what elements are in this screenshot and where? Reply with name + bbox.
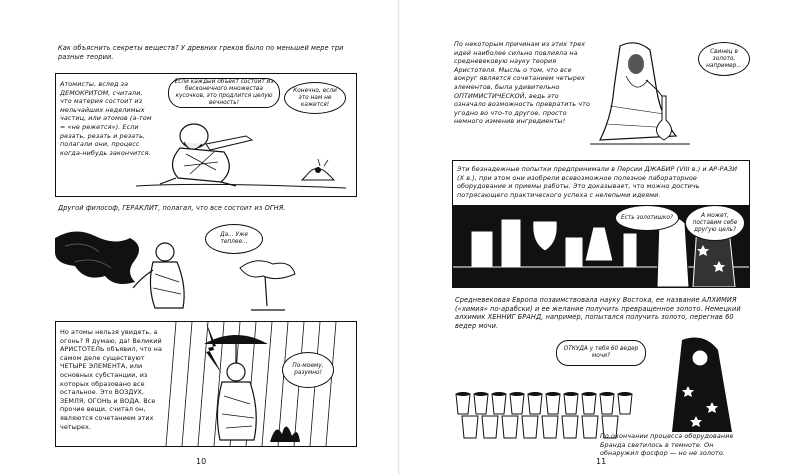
aristotle-caption: Но атомы нельзя увидеть, а огонь? Я думаю, да! Великий АРИСТОТЕЛЬ объявил, что на самом деле существуют ЧЕТЫРЕ ЭЛЕМЕНТА, или основных субстанции, из которых образовано все остальное. Это ВОЗДУХ, ЗЕМЛЯ, ОГОНЬ и ВОДА. Все прочие вещи, считал он, являются сочетанием этих четырех. — [60, 328, 162, 431]
heraclitus-text: Другой философ, ГЕРАКЛИТ, полагал, что все состоит из ОГНЯ. — [58, 204, 286, 212]
left-intro-text: Как объяснить секреты веществ? У древних греков было по меньшей мере три разные теории. — [58, 44, 344, 61]
brand-panel — [452, 336, 748, 458]
heraclitus-panel — [55, 216, 355, 314]
jabir-bubble-1: Есть золотишко? — [615, 205, 679, 231]
aristotle-panel — [55, 321, 357, 447]
brand-bubble: ОТКУДА у тебя 60 ведер мочи? — [556, 340, 646, 366]
alchemy-text: Средневековая Европа позаимствовала науку Востока, ее название АЛХИМИЯ («химия» по-арабски) и ее желание получить превращенное золото. Немецкий алхимик ХЕННИГ БРАНД, например, попытался получить золото, перегнав 60 ведер мочи. — [455, 296, 741, 330]
heraclitus-bubble: Да... Уже теплее... — [205, 224, 263, 254]
democritus-bubble-1: Если каждый объект состоит из бесконечного множества кусочков, это продлится целую вечность! — [168, 78, 280, 108]
right-page — [400, 0, 800, 474]
alchemist-bubble: Свинец в золото, например... — [698, 42, 750, 76]
right-page-number: 11 — [596, 457, 607, 466]
aristotle-bubble: По-моему, разумно! — [282, 352, 334, 388]
left-page-number: 10 — [196, 457, 207, 466]
jabir-panel — [452, 160, 750, 288]
brand-caption: По окончании процесса оборудование Бранда светилось в темноте. Он обнаружил фосфор — но не золото. — [600, 432, 734, 458]
influence-caption: По некоторым причинам из этих трех идей наиболее сильно повлияла на средневековую науку теория Аристотеля. Мысль о том, что все вокруг является сочетанием четырех элементов, была удивительно ОПТИМИСТИЧЕСКОЙ, ведь это означало возможность превратить что угодно во что-то другое, просто немного изменив ингредиенты! — [454, 40, 591, 126]
democritus-caption: Атомисты, вслед за ДЕМОКРИТОМ, считали, что материя состоит из мельчайших неделимых частиц, или атомов (а-том = «не режется»). Если резать, резать и резать, полагали они, процесс когда-нибудь закончится. — [60, 80, 152, 157]
aristotle-influence-panel — [450, 36, 750, 154]
jabir-bubble-2: А может, поставим себе другую цель? — [685, 205, 745, 241]
democritus-panel — [55, 73, 357, 197]
heraclitus-drawing — [55, 216, 355, 314]
jabir-caption: Эти безнадежные попытки предпринимали в Персии ДЖАБИР (VIII в.) и АР-РАЗИ (X в.), при этом они изобрели всевозможное полезное лабораторное оборудование и приемы работы. Это доказывает, что можно достичь потрясающего практического успеха с нелепыми идеями. — [457, 165, 738, 199]
democritus-bubble-2: Конечно, если это нам не кажется! — [284, 82, 346, 114]
